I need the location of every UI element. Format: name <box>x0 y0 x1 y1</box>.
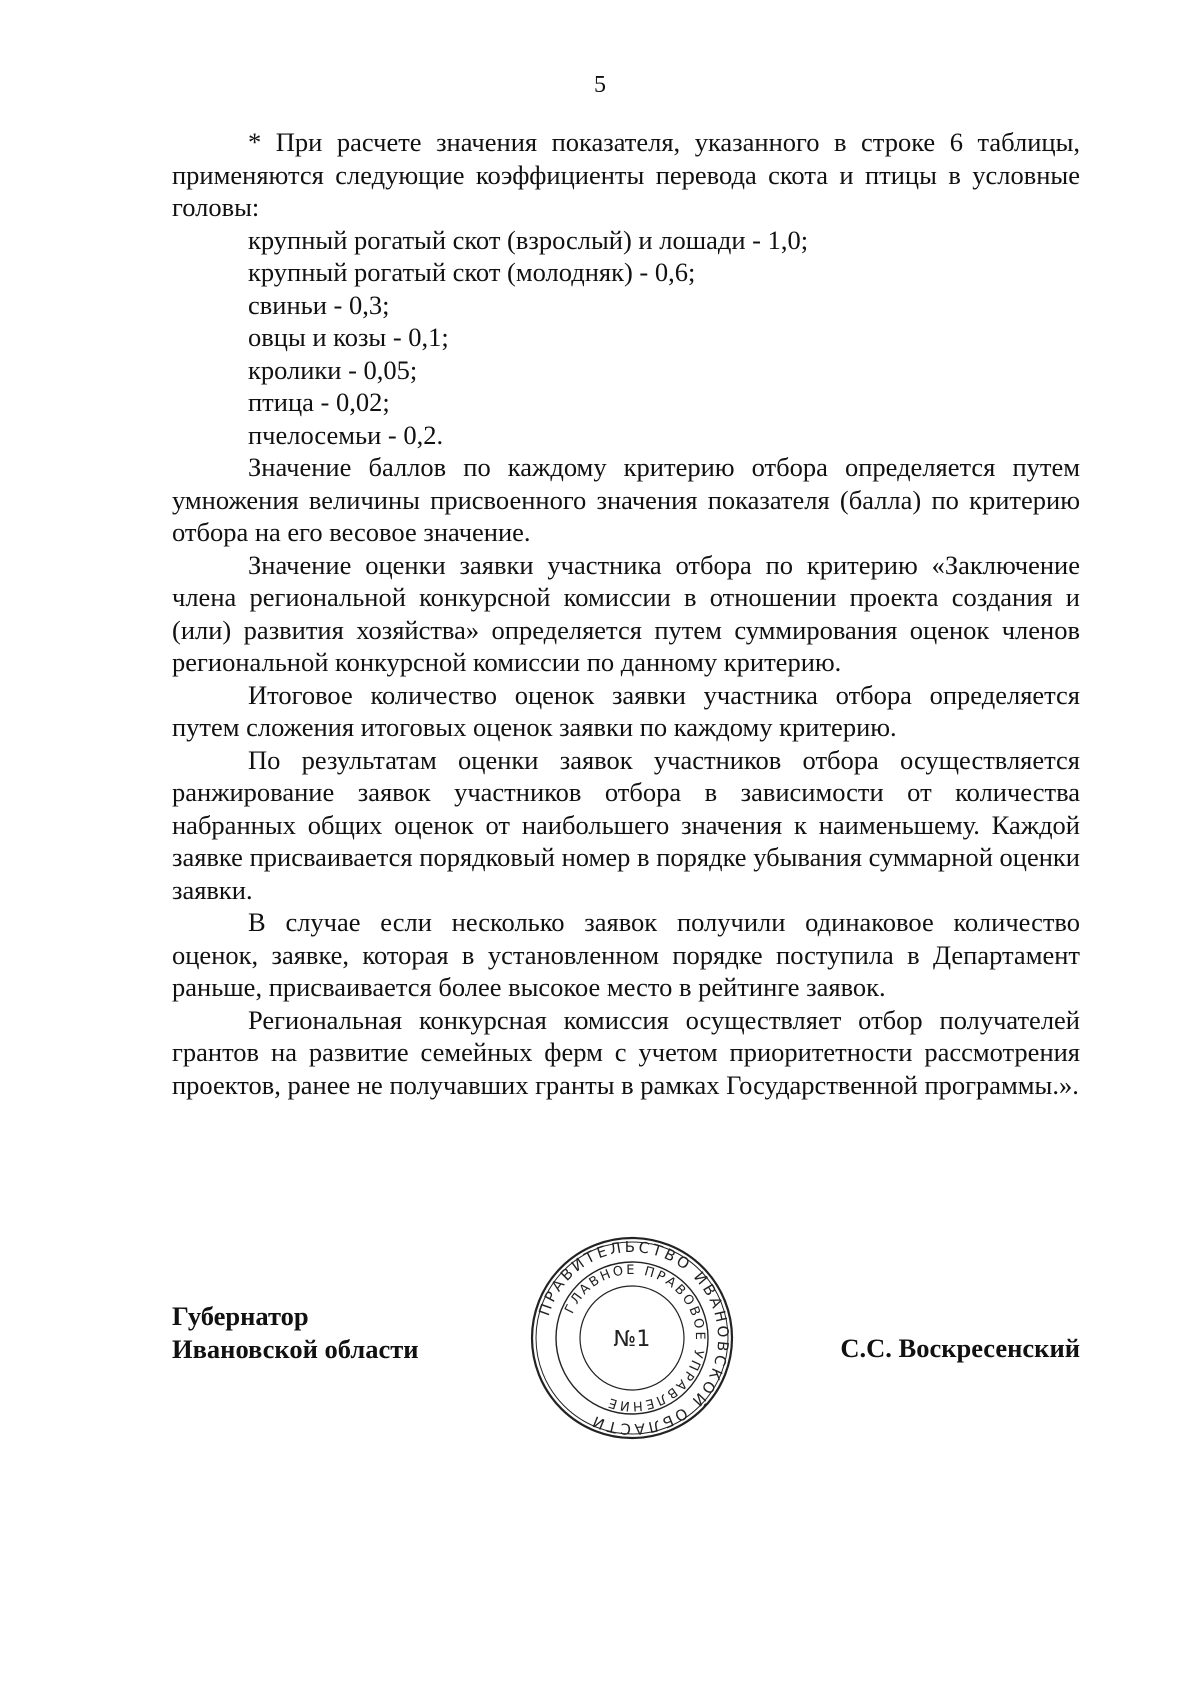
paragraph-commission-selection: Региональная конкурсная комиссия осуществляет отбор получателей грантов на развитие семейных ферм с учетом приоритетности рассмотрения проектов, ранее не получавших гранты в рамках Государственной программы.». <box>172 1004 1080 1100</box>
list-item: овцы и козы - 0,1; <box>248 322 449 352</box>
signatory-title <box>172 1300 419 1365</box>
paragraph-tie-break: В случае если несколько заявок получили одинаковое количество оценок, заявке, которая в установленном порядке поступила в Департамент раньше, присваивается более высокое место в рейтинге заявок. <box>172 907 1080 1002</box>
paragraph-ranking: По результатам оценки заявок участников отбора осуществляется ранжирование заявок участников отбора в зависимости от количества набранных общих оценок от наибольшего значения к наименьшему. Каждой заявке присваивается порядковый номер в порядке убывания суммарной оценки заявки. <box>172 744 1080 905</box>
list-item: пчелосемьи - 0,2. <box>248 419 444 450</box>
paragraph-coefficients-intro: * При расчете значения показателя, указанного в строке 6 таблицы, применяются следующие коэффициенты перевода скота и птицы в условные головы: <box>172 127 1080 222</box>
document-body <box>172 126 1080 1101</box>
signatory-title-line1: Губернатор <box>172 1301 309 1331</box>
stamp-icon <box>528 1234 736 1442</box>
stamp-inner-text: ГЛАВНОЕ ПРАВОВОЕ УПРАВЛЕНИЕ <box>562 1262 708 1414</box>
coefficient-list <box>172 224 1080 452</box>
list-item: птица - 0,02; <box>248 387 390 417</box>
official-stamp <box>528 1234 736 1442</box>
list-item: свиньи - 0,3; <box>248 289 390 320</box>
paragraph-commission-conclusion: Значение оценки заявки участника отбора по критерию «Заключение члена региональной конкурсной комиссии в отношении проекта создания и (или) развития хозяйства» определяется путем суммирования оценок членов региональной конкурсной комиссии по данному критерию. <box>172 549 1080 677</box>
stamp-outer-text: ПРАВИТЕЛЬСТВО ИВАНОВСКОЙ ОБЛАСТИ <box>535 1237 733 1439</box>
signatory-name: С.С. Воскресенский <box>840 1333 1080 1363</box>
page-number: 5 <box>594 72 606 98</box>
paragraph-score-calculation: Значение баллов по каждому критерию отбора определяется путем умножения величины присвоенного значения показателя (балла) по критерию отбора на его весовое значение. <box>172 452 1080 547</box>
list-item: кролики - 0,05; <box>248 354 418 385</box>
paragraph-total-score: Итоговое количество оценок заявки участника отбора определяется путем сложения итоговых оценок заявки по каждому критерию. <box>172 679 1080 742</box>
list-item: крупный рогатый скот (молодняк) - 0,6; <box>248 257 696 287</box>
signatory-title-line2: Ивановской области <box>172 1333 419 1364</box>
stamp-number: №1 <box>613 1327 651 1352</box>
list-item: крупный рогатый скот (взрослый) и лошади - 1,0; <box>248 224 809 255</box>
